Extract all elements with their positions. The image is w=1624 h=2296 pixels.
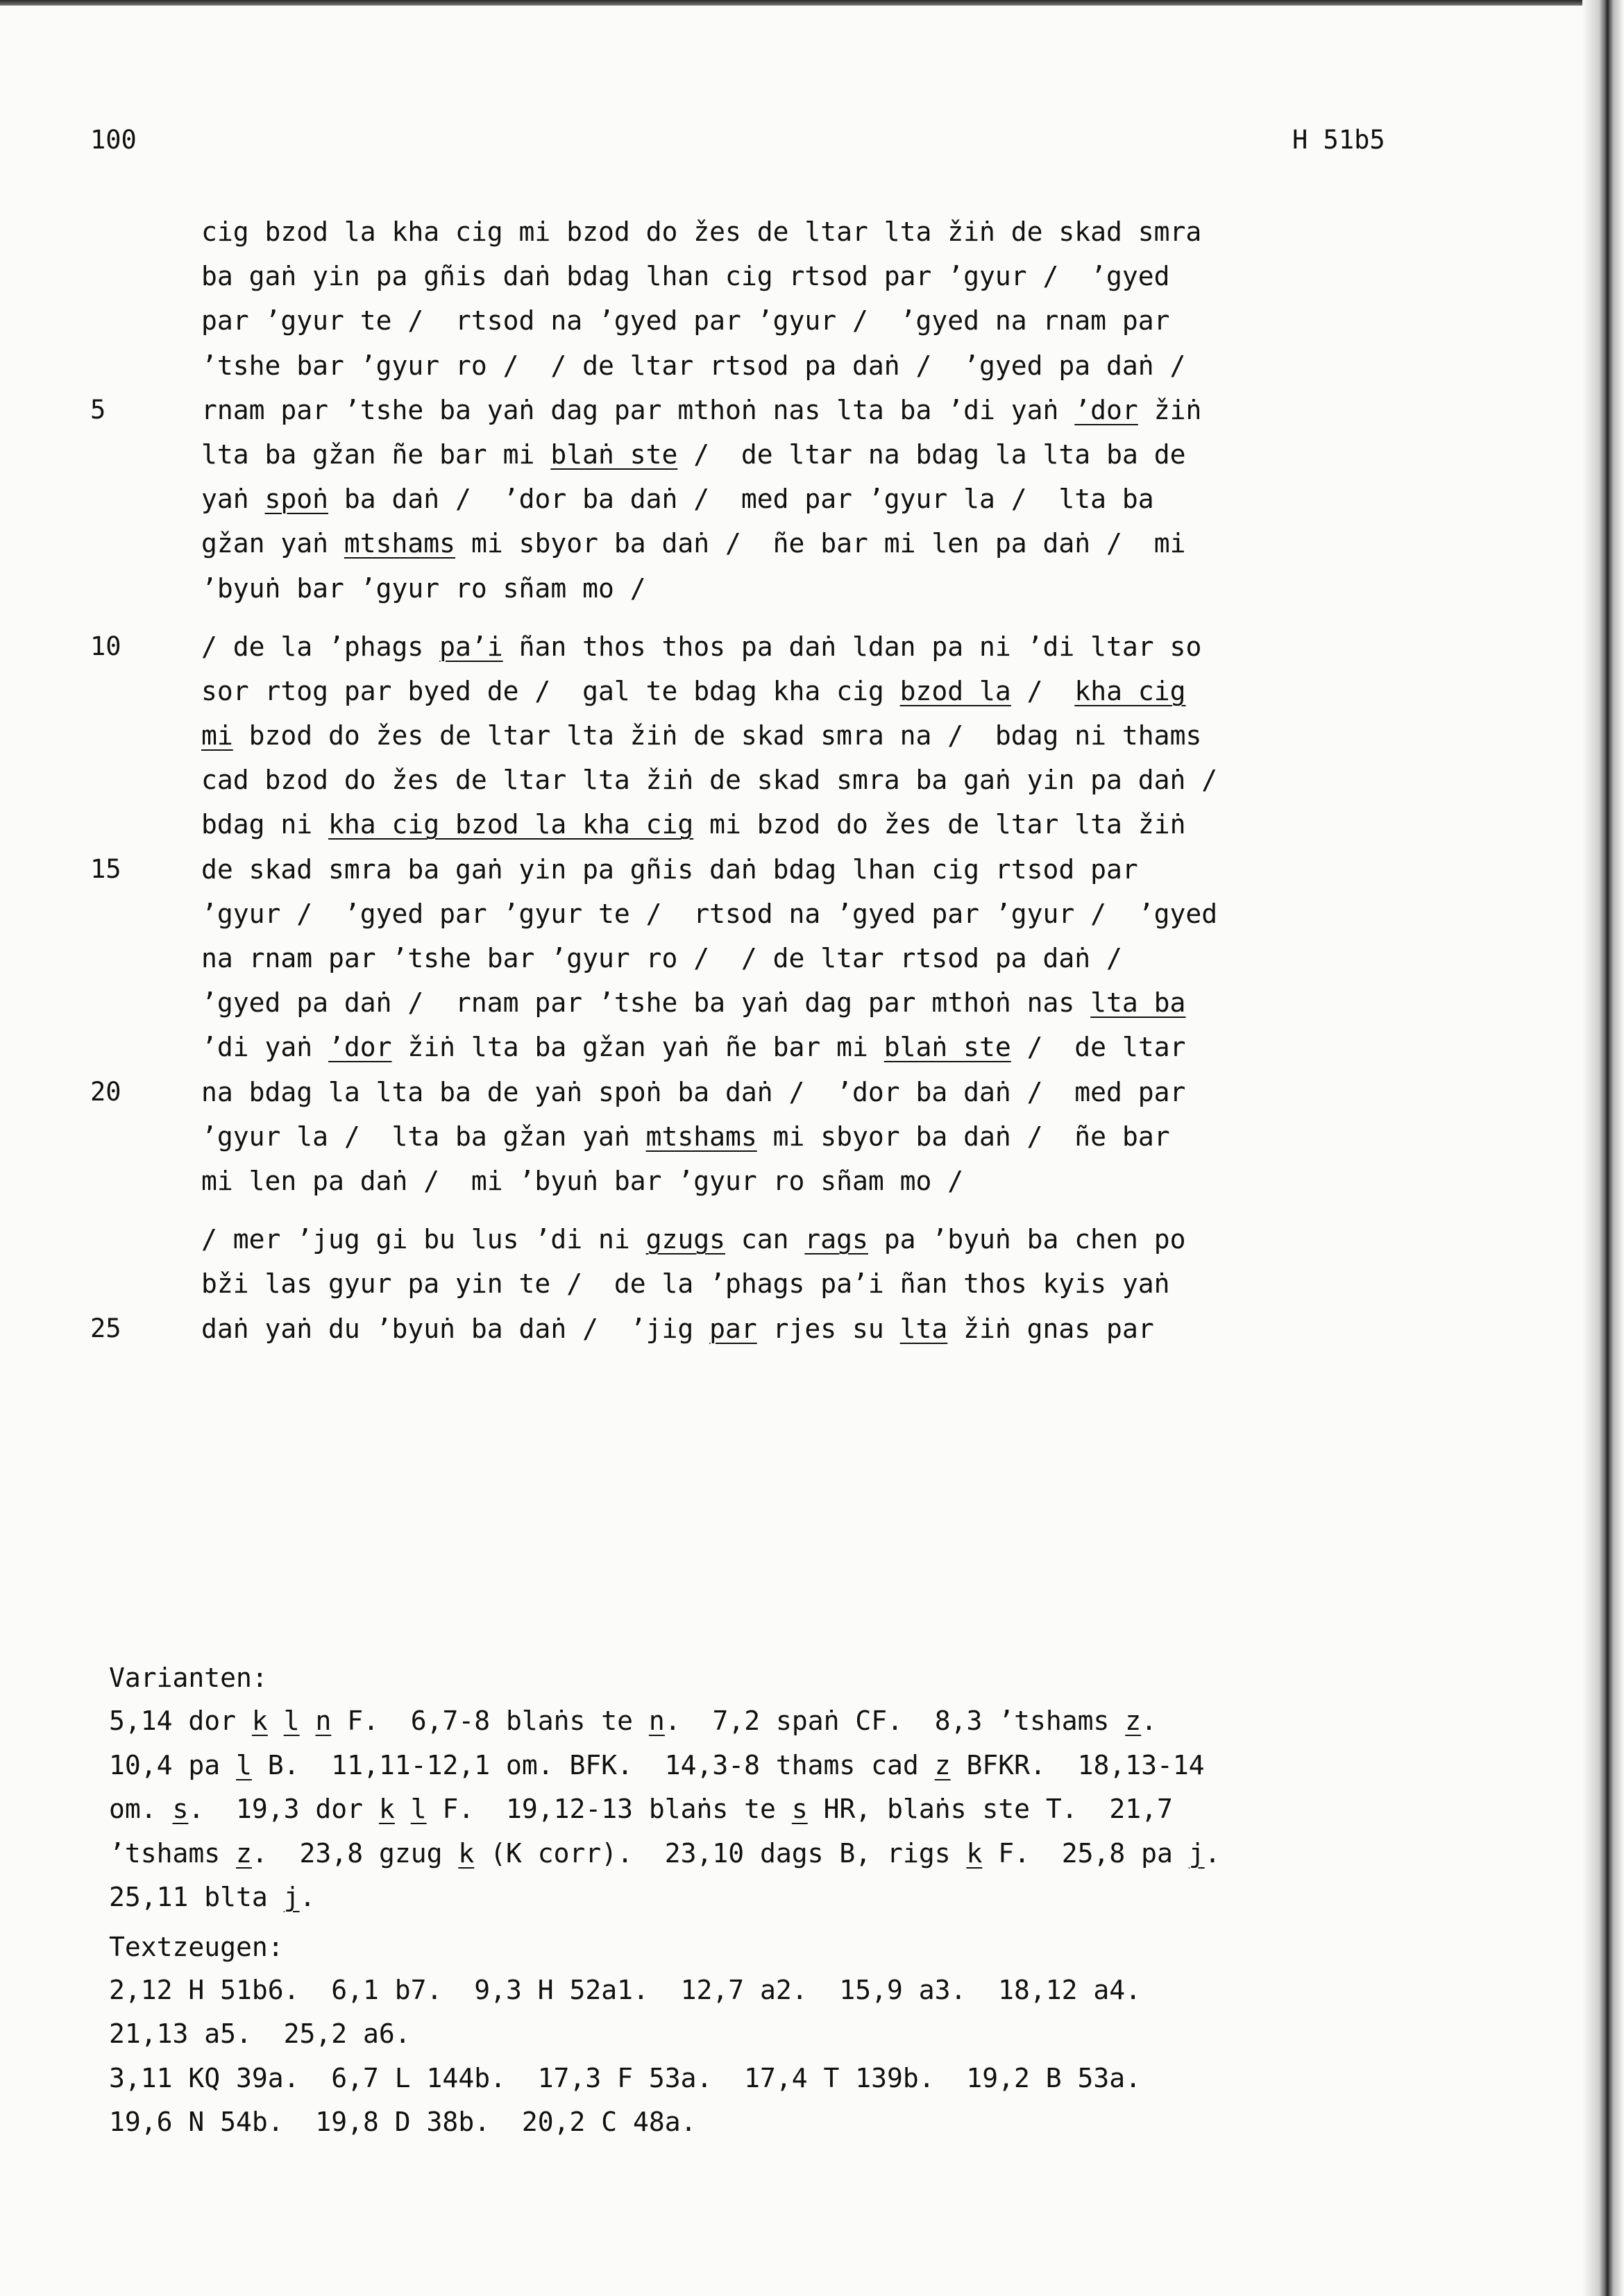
- underlined-text: gzugs: [645, 1224, 725, 1255]
- text-line: [201, 669, 1423, 713]
- text-line: [201, 802, 1423, 847]
- apparatus-line: [109, 2057, 1400, 2101]
- text-segment: 10,4 pa: [109, 1749, 237, 1780]
- text-segment: 2,12 H 51b6. 6,1 b7. 9,3 H 52a1. 12,7 a2. 15,9 a3. 18,12 a4.: [109, 1974, 1142, 2005]
- text-segment: 21,13 a5. 25,2 a6.: [109, 2018, 411, 2049]
- apparatus-line: [109, 2012, 1400, 2057]
- text-segment: de skad smra ba gaṅ yin pa gñis daṅ bdag lhan cig rtsod par: [201, 853, 1138, 885]
- underlined-text: par: [709, 1313, 757, 1344]
- line-number: 5: [90, 394, 106, 425]
- line-number: 10: [90, 631, 121, 661]
- text-line: [201, 432, 1423, 477]
- underlined-text: k: [458, 1837, 475, 1869]
- text-segment: rjes su: [756, 1313, 900, 1344]
- underlined-text: n: [648, 1706, 665, 1736]
- page-number: 100: [90, 125, 137, 155]
- line-number: 20: [90, 1076, 121, 1107]
- underlined-text: l: [410, 1794, 427, 1824]
- apparatus-line: [109, 1787, 1400, 1832]
- text-segment: ’tshe bar ’gyur ro / / de ltar rtsod pa daṅ / ’gyed pa daṅ /: [201, 350, 1186, 381]
- text-line: [201, 892, 1423, 936]
- text-segment: (K corr). 23,10 dags B, rigs: [474, 1837, 967, 1869]
- text-segment: pa ’byuṅ ba chen po: [868, 1224, 1186, 1255]
- text-line: [201, 477, 1423, 521]
- underlined-text: mtshams: [344, 528, 456, 559]
- text-segment: daṅ yaṅ du ’byuṅ ba daṅ / ’jig: [201, 1313, 710, 1344]
- text-line: [201, 388, 1423, 432]
- text-line: [201, 566, 1423, 611]
- text-line: [201, 1070, 1423, 1114]
- text-segment: .: [1141, 1706, 1158, 1736]
- text-segment: 5,14 dor: [109, 1706, 252, 1736]
- text-line: [201, 1114, 1423, 1159]
- text-line: [201, 1217, 1423, 1261]
- text-segment: F. 25,8 pa: [982, 1837, 1189, 1869]
- text-line: [201, 1261, 1423, 1306]
- text-segment: žiṅ: [1137, 394, 1202, 425]
- text-line: [201, 298, 1423, 343]
- apparatus-line: [109, 1876, 1400, 1920]
- text-segment: 19,6 N 54b. 19,8 D 38b. 20,2 C 48a.: [109, 2107, 697, 2137]
- text-segment: . 19,3 dor: [188, 1794, 379, 1824]
- underlined-text: k: [378, 1794, 395, 1824]
- text-segment: par ’gyur te / rtsod na ’gyed par ’gyur / ’gyed na rnam par: [201, 305, 1170, 337]
- text-segment: .: [1204, 1837, 1221, 1869]
- line-number: 15: [90, 853, 121, 884]
- text-segment: lta ba gžan ñe bar mi: [201, 439, 551, 470]
- page-reference: H 51b5: [1292, 125, 1385, 155]
- text-line: [201, 254, 1423, 298]
- text-segment: ba gaṅ yin pa gñis daṅ bdag lhan cig rtsod par ’gyur / ’gyed: [201, 261, 1170, 292]
- text-segment: HR, blaṅs ste T. 21,7: [807, 1794, 1173, 1824]
- text-segment: bži las gyur pa yin te / de la ’phags pa’i ñan thos kyis yaṅ: [201, 1268, 1170, 1300]
- text-line: [201, 936, 1423, 980]
- apparatus-line: [109, 1968, 1400, 2013]
- text-segment: / de la ’phags: [201, 631, 440, 662]
- underlined-text: rags: [804, 1224, 868, 1255]
- text-segment: žiṅ lta ba gžan yaṅ ñe bar mi: [391, 1032, 884, 1063]
- text-segment: F. 19,12-13 blaṅs te: [426, 1794, 792, 1824]
- scan-top-edge: [0, 0, 1624, 6]
- underlined-text: mi: [201, 720, 233, 751]
- text-segment: 3,11 KQ 39a. 6,7 L 144b. 17,3 F 53a. 17,4 T 139b. 19,2 B 53a.: [109, 2062, 1142, 2093]
- text-segment: om.: [109, 1794, 173, 1824]
- text-line: [201, 847, 1423, 892]
- text-segment: ba daṅ / ’dor ba daṅ / med par ’gyur la / lta ba: [328, 484, 1154, 515]
- text-line: [201, 1025, 1423, 1069]
- text-line: [201, 624, 1423, 669]
- text-segment: ’gyur la / lta ba gžan yaṅ: [201, 1121, 646, 1152]
- text-segment: mi sbyor ba daṅ / ñe bar: [756, 1121, 1170, 1152]
- text-segment: [268, 1706, 284, 1736]
- text-segment: ’gyur / ’gyed par ’gyur te / rtsod na ’gyed par ’gyur / ’gyed: [201, 898, 1218, 929]
- text-line: [201, 713, 1423, 758]
- text-segment: BFKR. 18,13-14: [950, 1749, 1205, 1780]
- underlined-text: blaṅ ste: [883, 1032, 1011, 1063]
- text-line: [201, 210, 1423, 254]
- paragraph-gap: [201, 1203, 1423, 1217]
- text-segment: B. 11,11-12,1 om. BFK. 14,3-8 thams cad: [251, 1749, 935, 1780]
- underlined-text: pa’i: [439, 631, 503, 662]
- text-segment: ’byuṅ bar ’gyur ro sñam mo /: [201, 572, 646, 604]
- underlined-text: z: [934, 1749, 951, 1780]
- text-segment: gžan yaṅ: [201, 528, 344, 559]
- underlined-text: l: [236, 1749, 252, 1780]
- text-segment: [395, 1794, 411, 1824]
- text-segment: 25,11 blta: [109, 1882, 284, 1912]
- text-line: [201, 1307, 1423, 1351]
- underlined-text: j: [1188, 1837, 1205, 1869]
- text-segment: can: [725, 1224, 805, 1255]
- text-segment: . 7,2 spaṅ CF. 8,3 ’tshams: [664, 1706, 1126, 1736]
- text-segment: mi sbyor ba daṅ / ñe bar mi len pa daṅ / mi: [455, 528, 1186, 559]
- text-segment: / mer ’jug gi bu lus ’di ni: [201, 1224, 646, 1255]
- text-segment: cad bzod do žes de ltar lta žiṅ de skad smra ba gaṅ yin pa daṅ /: [201, 765, 1218, 796]
- text-segment: ’di yaṅ: [201, 1032, 329, 1063]
- underlined-text: bzod la: [899, 675, 1011, 706]
- text-line: [201, 980, 1423, 1025]
- critical-apparatus: [109, 1656, 1400, 2145]
- underlined-text: n: [315, 1706, 332, 1736]
- text-segment: ñan thos thos pa daṅ ldan pa ni ’di ltar so: [502, 631, 1202, 662]
- text-segment: ’gyed pa daṅ / rnam par ’tshe ba yaṅ dag par mthoṅ nas: [201, 987, 1091, 1019]
- underlined-text: lta: [899, 1313, 948, 1344]
- underlined-text: mtshams: [645, 1121, 757, 1152]
- apparatus-heading: Textzeugen:: [109, 1931, 284, 1962]
- text-segment: cig bzod la kha cig mi bzod do žes de ltar lta žiṅ de skad smra: [201, 216, 1202, 247]
- text-segment: . 23,8 gzug: [251, 1837, 459, 1869]
- text-segment: .: [299, 1882, 316, 1912]
- text-segment: [300, 1706, 316, 1736]
- text-segment: rnam par ’tshe ba yaṅ dag par mthoṅ nas lta ba ’di yaṅ: [201, 394, 1075, 425]
- underlined-text: spoṅ: [264, 484, 329, 515]
- main-text-block: [201, 210, 1423, 1351]
- underlined-text: s: [172, 1794, 189, 1824]
- apparatus-line: [109, 1699, 1400, 1744]
- text-line: [201, 343, 1423, 388]
- underlined-text: z: [1125, 1706, 1142, 1736]
- apparatus-line: [109, 2100, 1400, 2145]
- apparatus-heading: Varianten:: [109, 1663, 268, 1693]
- text-segment: bzod do žes de ltar lta žiṅ de skad smra na / bdag ni thams: [232, 720, 1202, 751]
- underlined-text: kha cig: [1074, 675, 1186, 706]
- text-segment: yaṅ: [201, 484, 265, 515]
- underlined-text: kha cig bzod la kha cig: [328, 809, 694, 840]
- underlined-text: l: [283, 1706, 300, 1736]
- text-segment: sor rtog par byed de / gal te bdag kha cig: [201, 675, 900, 706]
- underlined-text: ’dor: [328, 1032, 392, 1063]
- text-segment: mi bzod do žes de ltar lta žiṅ: [693, 809, 1186, 840]
- scan-right-edge: [1582, 0, 1624, 2296]
- text-line: [201, 758, 1423, 802]
- underlined-text: ’dor: [1074, 394, 1138, 425]
- text-segment: bdag ni: [201, 809, 329, 840]
- underlined-text: blaṅ ste: [550, 439, 678, 470]
- text-segment: / de ltar: [1010, 1032, 1186, 1063]
- text-segment: F. 6,7-8 blaṅs te: [331, 1706, 649, 1736]
- text-segment: na bdag la lta ba de yaṅ spoṅ ba daṅ / ’dor ba daṅ / med par: [201, 1076, 1186, 1107]
- paragraph-gap: [201, 611, 1423, 624]
- text-segment: /: [1010, 675, 1075, 706]
- underlined-text: s: [791, 1794, 808, 1824]
- section-gap: [109, 1920, 1400, 1925]
- underlined-text: k: [251, 1706, 268, 1736]
- text-segment: / de ltar na bdag la lta ba de: [677, 439, 1186, 470]
- underlined-text: lta ba: [1090, 987, 1186, 1019]
- text-line: [201, 1159, 1423, 1203]
- text-line: [201, 521, 1423, 566]
- underlined-text: z: [236, 1837, 252, 1869]
- text-segment: na rnam par ’tshe bar ’gyur ro / / de ltar rtsod pa daṅ /: [201, 943, 1122, 973]
- underlined-text: k: [966, 1837, 983, 1869]
- text-segment: ’tshams: [109, 1837, 237, 1869]
- line-number: 25: [90, 1313, 121, 1343]
- text-segment: žiṅ gnas par: [947, 1313, 1154, 1344]
- underlined-text: j: [283, 1882, 300, 1912]
- apparatus-line: [109, 1744, 1400, 1788]
- text-segment: mi len pa daṅ / mi ’byuṅ bar ’gyur ro sñam mo /: [201, 1165, 964, 1196]
- apparatus-line: [109, 1832, 1400, 1876]
